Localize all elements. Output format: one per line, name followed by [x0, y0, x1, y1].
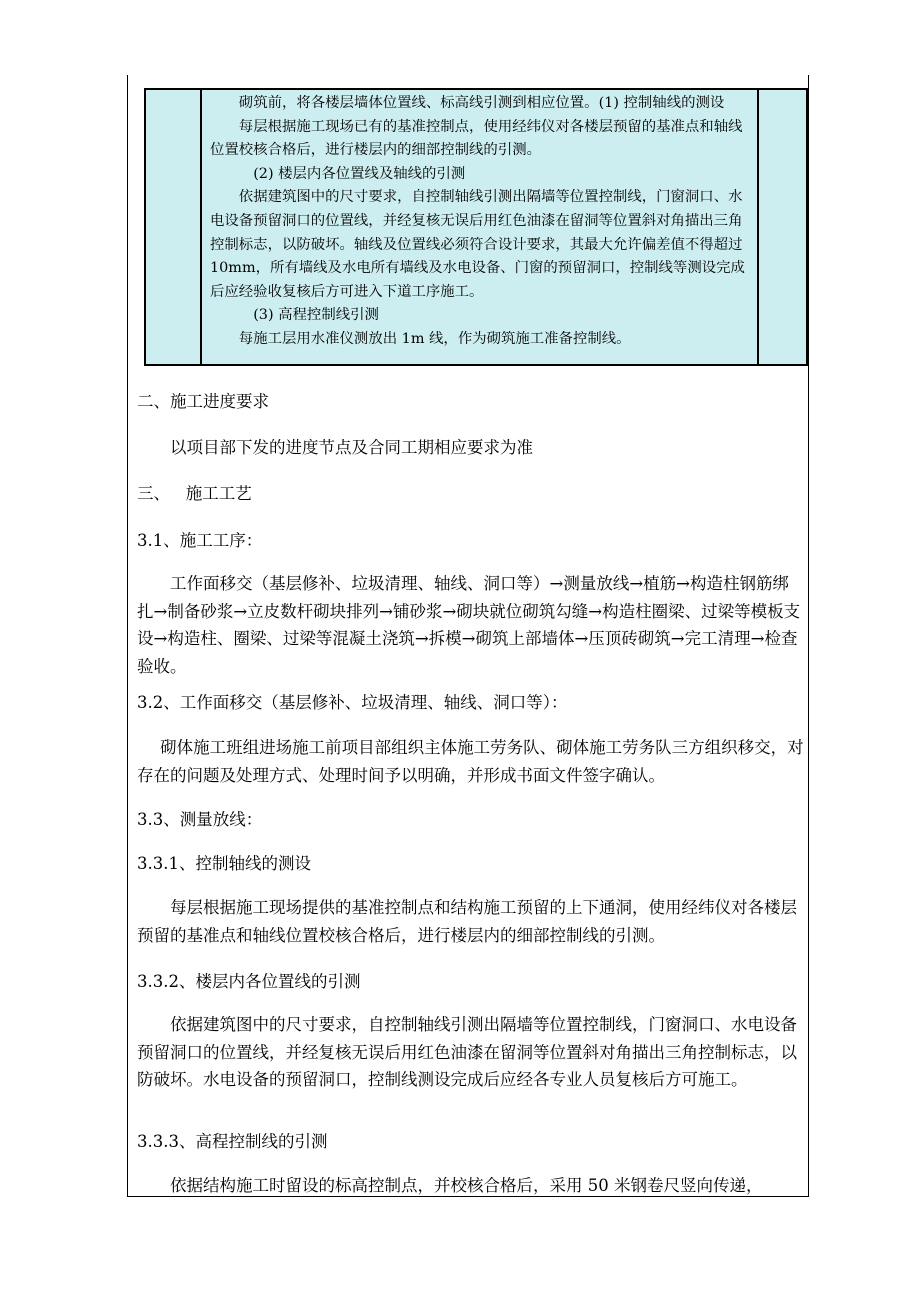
- section-3-2-body: 砌体施工班组进场施工前项目部组织主体施工劳务队、砌体施工劳务队三方组织移交，对存在的问题及处理方式、处理时间予以明确，并形成书面文件签字确认。: [137, 738, 804, 785]
- section-3-1-body: 工作面移交（基层修补、垃圾清理、轴线、洞口等）→测量放线→植筋→构造柱钢筋绑扎→制备砂浆→立皮数杆砌块排列→铺砂浆→砌块就位砌筑勾缝→构造柱圈梁、过梁等模板支设→构造柱、圈梁、过梁等混凝土浇筑→拆模→砌筑上部墙体→压顶砖砌筑→完工清理→检查验收。: [137, 574, 801, 676]
- section-3-3-2-body: 依据建筑图中的尺寸要求，自控制轴线引测出隔墙等位置控制线，门窗洞口、水电设备预留洞口的位置线，并经复核无误后用红色油漆在留洞等位置斜对角描出三角控制标志，以防破坏。水电设备的预留洞口，控制线测设完成后应经各专业人员复核后方可施工。: [137, 1015, 797, 1089]
- method-box: [144, 88, 808, 366]
- section-3-3-title: 3.3、测量放线：: [137, 810, 263, 829]
- section-3-3-3-title: 3.3.3、高程控制线的引测: [137, 1132, 328, 1151]
- section-2-body: 以项目部下发的进度节点及合同工期相应要求为准: [170, 438, 533, 457]
- box-right-column: [757, 90, 806, 364]
- box-line-5: (3) 高程控制线引测: [253, 307, 379, 324]
- section-3-3-3-body: 依据结构施工时留设的标高控制点，并校核合格后，采用 50 米钢卷尺竖向传递，: [170, 1176, 763, 1195]
- box-line-3: (2) 楼层内各位置线及轴线的引测: [253, 165, 466, 182]
- section-3-3-1-body: 每层根据施工现场提供的基准控制点和结构施工预留的上下通洞，使用经纬仪对各楼层预留的基准点和轴线位置校核合格后，进行楼层内的细部控制线的引测。: [137, 898, 797, 945]
- section-3-3-1-title: 3.3.1、控制轴线的测设: [137, 854, 311, 873]
- box-line-6: 每施工层用水准仪测放出 1m 线，作为砌筑施工准备控制线。: [238, 330, 631, 347]
- box-line-4: 依据建筑图中的尺寸要求，自控制轴线引测出隔墙等位置控制线，门窗洞口、水电设备预留洞口的位置线，并经复核无误后用红色油漆在留洞等位置斜对角描出三角控制标志，以防破坏。轴线及位置线必须符合设计要求，其最大允许偏差值不得超过 10mm，所有墙线及水电所有墙线及水电设备、门窗的预留洞口，控制线等测设完成后应经验收复核后方可进入下道工序施工。: [210, 189, 745, 300]
- box-line-1: 砌筑前，将各楼层墙体位置线、标高线引测到相应位置。(1) 控制轴线的测设: [238, 95, 725, 111]
- section-3-2-title: 3.2、工作面移交（基层修补、垃圾清理、轴线、洞口等）：: [137, 693, 568, 712]
- section-2-title: 二、施工进度要求: [137, 392, 269, 411]
- box-left-column: [146, 90, 202, 364]
- box-content: [210, 92, 754, 352]
- box-line-2: 每层根据施工现场已有的基准控制点，使用经纬仪对各楼层预留的基准点和轴线位置校核合格后，进行楼层内的细部控制线的引测。: [210, 118, 743, 159]
- section-3-1-title: 3.1、施工工序：: [137, 531, 263, 550]
- section-3-title: 三、 施工工艺: [137, 484, 252, 503]
- section-3-3-2-title: 3.3.2、楼层内各位置线的引测: [137, 972, 361, 991]
